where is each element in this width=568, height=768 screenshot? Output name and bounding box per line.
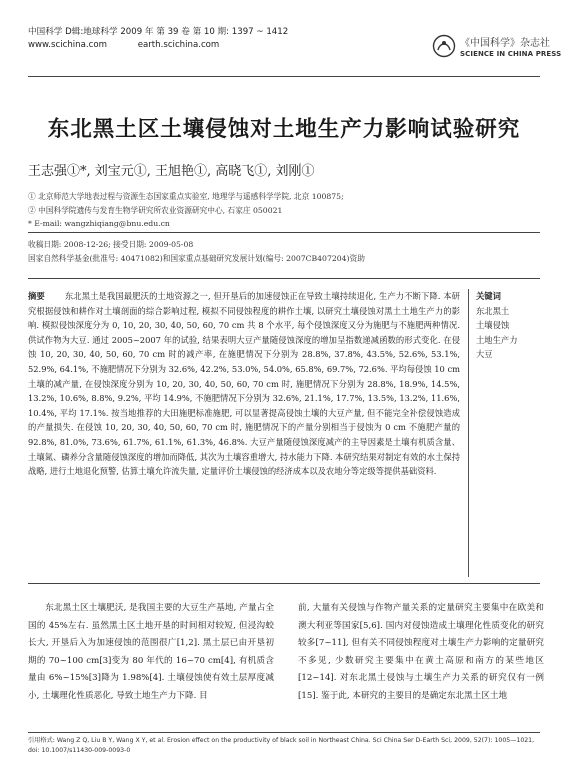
body-column-right: 前, 大量有关侵蚀与作物产量关系的定量研究主要集中在欧美和澳大利亚等国家[5,6]. 国内对侵蚀造成土壤理化性质变化的研究较多[7~11], 但有关不同侵蚀程度对土壤生产力影响的定量研究不多见, 少数研究主要集中在黄土高原和南方的某些地区[12~14]. 对东北黑土侵蚀与土壤生产力关系的研究仅有一例[15]. 鉴于此, 本研究的主要目的是确定东北黑土区土地 [298,603,544,701]
citation-footer [28,736,540,756]
citation-label: 引用格式: [28,737,55,744]
paper-title: 东北黑土区土壤侵蚀对土地生产力影响试验研究 [47,117,521,142]
corresponding-email[interactable]: * E-mail: wangzhiqiang@bnu.edu.cn [28,219,170,228]
science-press-logo-icon [432,34,456,58]
abstract-divider [468,289,469,577]
body-column-left: 东北黑土区土壤肥沃, 是我国主要的大豆生产基地, 产量占全国的 45%左右. 虽然黑土区土地开垦的时间相对较短, 但浸沟蛟长大, 开垦后入为加速侵蚀的范围很广[1,2]. 黑土层已由开垦初期的 70~100 cm[3]变为 80 年代的 16~70 cm[4], 有机质含量由 6%~15%[3]降为 1.98%[4]. 土壤侵蚀使有效土层厚度减小, 土壤理化性质恶化, 导致土地生产力下降. 目 [28,603,274,701]
abstract-top-rule [28,278,540,279]
keywords [476,289,540,362]
affiliation-1: ① 北京师范大学地表过程与资源生态国家重点实验室, 地理学与遥感科学学院, 北京 100875; [28,192,344,201]
keyword-item: 土壤侵蚀 [476,320,510,331]
publisher-name-en: SCIENCE IN CHINA PRESS [460,50,562,58]
affiliations [28,190,540,231]
dates-funding [28,238,540,265]
page-header [28,26,562,82]
abstract-block [28,289,540,585]
journal-url-main[interactable]: www.scichina.com [28,40,107,50]
abstract-text: 东北黑土是我国最肥沃的土地资源之一, 但开垦后的加速侵蚀正在导致土壤持续退化, 生产力不断下降. 本研究根据侵蚀和耕作对土壤剖面的综合影响过程, 模拟不同侵蚀程度的耕作土壤, 以研究土壤侵蚀对黑土土地生产力的影响. 模拟侵蚀深度分为 0, 10, 20, 30, 40, 50, 60, 70 cm 共 8 个水平, 每个侵蚀深度又分为施肥与不施肥两种情况. 供试作物为大豆. 通过 2005~2007 年的试验, 结果表明大豆产量随侵蚀深度的增加呈指数递减函数的形式变化. 在侵蚀 10, 20, 30, 40, 50, 60, 70 cm 时的减产率, 在施肥情况下分别为 28.8%, 37.8%, 43.5%, 52.6%, 53.1%, 52.9%, 64.1%, 不施肥情况下分别为 32.6%, 42.2%, 53.0%, 54.0%, 65.8%, 69.7%, 72.6%. 平均每侵蚀 10 cm 土壤的减产量, 在侵蚀深度分别为 10, 20, 30, 40, 50, 60, 70 cm 时, 施肥情况下分别为 28.8%, 18.9%, 14.5%, 13.2%, 10.6%, 8.8%, 9.2%, 平均 14.9%, 不施肥情况下分别为 32.6%, 21.1%, 17.7%, 13.5%, 13.2%, 11.6%, 10.4%, 平均 17.1%. 按当地推荐的大田施肥标准施肥, 可以显著提高侵蚀土壤的大豆产量, 但不能完全补偿侵蚀造成的产量损失. 在侵蚀 10, 20, 30, 40, 50, 60, 70 cm 时, 施肥情况下的产量分别相当于侵蚀为 0 cm 不施肥产量的 92.8%, 81.0%, 73.6%, 61.7%, 61.1%, 61.3%, 46.8%. 大豆产量随侵蚀深度减产的主导因素是土壤有机质含量、土壤氮、磷养分含量随侵蚀深度的增加而降低, 其次为土壤容重增大, 持水能力下降. 本研究结果对制定有效的水土保持战略, 进行土地退化预警, 估算土壤允许流失量, 定量评价土壤侵蚀的经济成本以及农地分等定级等提供基础资料. [28,291,460,477]
journal-urls [28,39,288,52]
keyword-item: 土地生产力 [476,334,518,345]
journal-info [28,26,288,52]
affiliation-2: ② 中国科学院遗传与发育生物学研究所农业资源研究中心, 石家庄 050021 [28,205,283,215]
abstract-label: 摘要 [28,291,45,301]
affil-rule [28,232,540,233]
header-rule [28,76,540,77]
keywords-title: 关键词 [476,291,501,301]
publisher-name-cn: 《中国科学》杂志社 [460,38,550,49]
journal-url-earth[interactable]: earth.scichina.com [137,40,220,50]
abstract [28,289,460,479]
citation-text: Wang Z Q, Liu B Y, Wang X Y, et al. Erosion effect on the productivity of black soil in Northeast China. Sci China Ser D-Earth Sci, 2009, 52(7): 1005—1021, doi: 10.1007/s11430-009-0093-0 [28,737,535,754]
funding-note: 国家自然科学基金(批准号: 40471082)和国家重点基础研究发展计划(编号: 2007CB407204)资助 [28,253,365,263]
received-accepted-dates: 收稿日期: 2008-12-26; 接受日期: 2009-05-08 [28,240,194,249]
journal-line: 中国科学 D辑:地球科学 2009 年 第 39 卷 第 10 期: 1397 ~ 1412 [28,27,289,37]
keyword-item: 东北黑土 [476,305,510,316]
author-list: 王志强①*, 刘宝元①, 王旭艳①, 高晓飞①, 刘刚① [28,164,315,179]
keyword-item: 大豆 [476,349,493,360]
publisher-logo [432,32,562,72]
abstract-bottom-rule [28,583,540,584]
citation-rule [28,732,540,733]
